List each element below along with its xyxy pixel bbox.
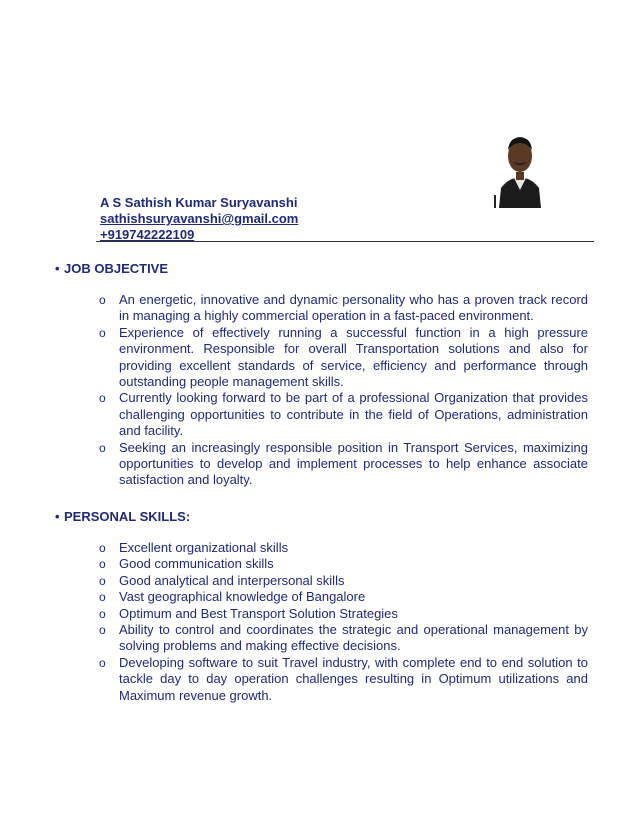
list-item-text: Excellent organizational skills [119,540,289,555]
phone-link[interactable]: +919742222109 [100,227,195,242]
section-title-job-objective [55,261,169,276]
sub-bullet-icon: o [99,590,106,605]
list-item [99,325,588,391]
list-item-text: Optimum and Best Transport Solution Strategies [119,605,398,621]
job-objective-list [99,292,588,489]
sub-bullet-icon: o [99,606,106,621]
list-item-text: Seeking an increasingly responsible position in Transport Services, maximizing opportunities to develop and implement processes to help enhance associate satisfaction and loyalty. [119,439,588,488]
list-item-text: Currently looking forward to be part of a professional Organization that provides challenging opportunities to contribute in the field of Operations, administration and facility. [119,390,588,439]
bullet-icon: • [55,509,60,524]
list-item [99,589,588,605]
bullet-icon: • [55,261,60,276]
sub-bullet-icon: o [99,623,106,638]
list-item-text: Experience of effectively running a successful function in a high pressure environment. Responsible for overall Transportation solutions and also for providing excellent standards of service, efficiency and performance through outstanding people management skills. [119,324,588,390]
contact-header [100,195,298,243]
list-item [99,556,588,572]
email-link[interactable]: sathishsuryavanshi@gmail.com [100,211,299,226]
section-title-text: PERSONAL SKILLS: [64,509,191,524]
sub-bullet-icon: o [99,293,106,307]
list-item [99,390,588,439]
list-item-text: Ability to control and coordinates the strategic and operational management by solving problems and making effective decisions. [119,622,588,654]
list-item-text: Developing software to suit Travel industry, with complete end to end solution to tackle day to day operation challenges resulting in Optimum utilizations and Maximum revenue growth. [119,654,588,703]
candidate-name: A S Sathish Kumar Suryavanshi [100,195,298,210]
list-item-text: Vast geographical knowledge of Bangalore [119,589,366,605]
section-title-text: JOB OBJECTIVE [64,261,169,276]
photo-frame-mark [494,195,496,208]
sub-bullet-icon: o [99,440,106,455]
list-item [99,655,588,704]
sub-bullet-icon: o [99,573,106,588]
profile-photo [497,128,543,208]
personal-skills-list [99,540,588,704]
sub-bullet-icon: o [99,557,106,572]
list-item [99,606,588,622]
list-item-text: Good analytical and interpersonal skills [119,572,345,588]
list-item [99,622,588,655]
header-divider [96,241,594,242]
list-item-text: An energetic, innovative and dynamic personality who has a proven track record in managing a highly commercial operation in a fast-paced environment. [119,292,588,324]
sub-bullet-icon: o [99,655,106,670]
list-item-text: Good communication skills [119,556,274,572]
list-item [99,292,588,325]
sub-bullet-icon: o [99,541,106,555]
section-title-personal-skills [55,509,191,524]
list-item [99,440,588,489]
sub-bullet-icon: o [99,391,106,406]
sub-bullet-icon: o [99,325,106,340]
list-item [99,540,588,556]
list-item [99,573,588,589]
